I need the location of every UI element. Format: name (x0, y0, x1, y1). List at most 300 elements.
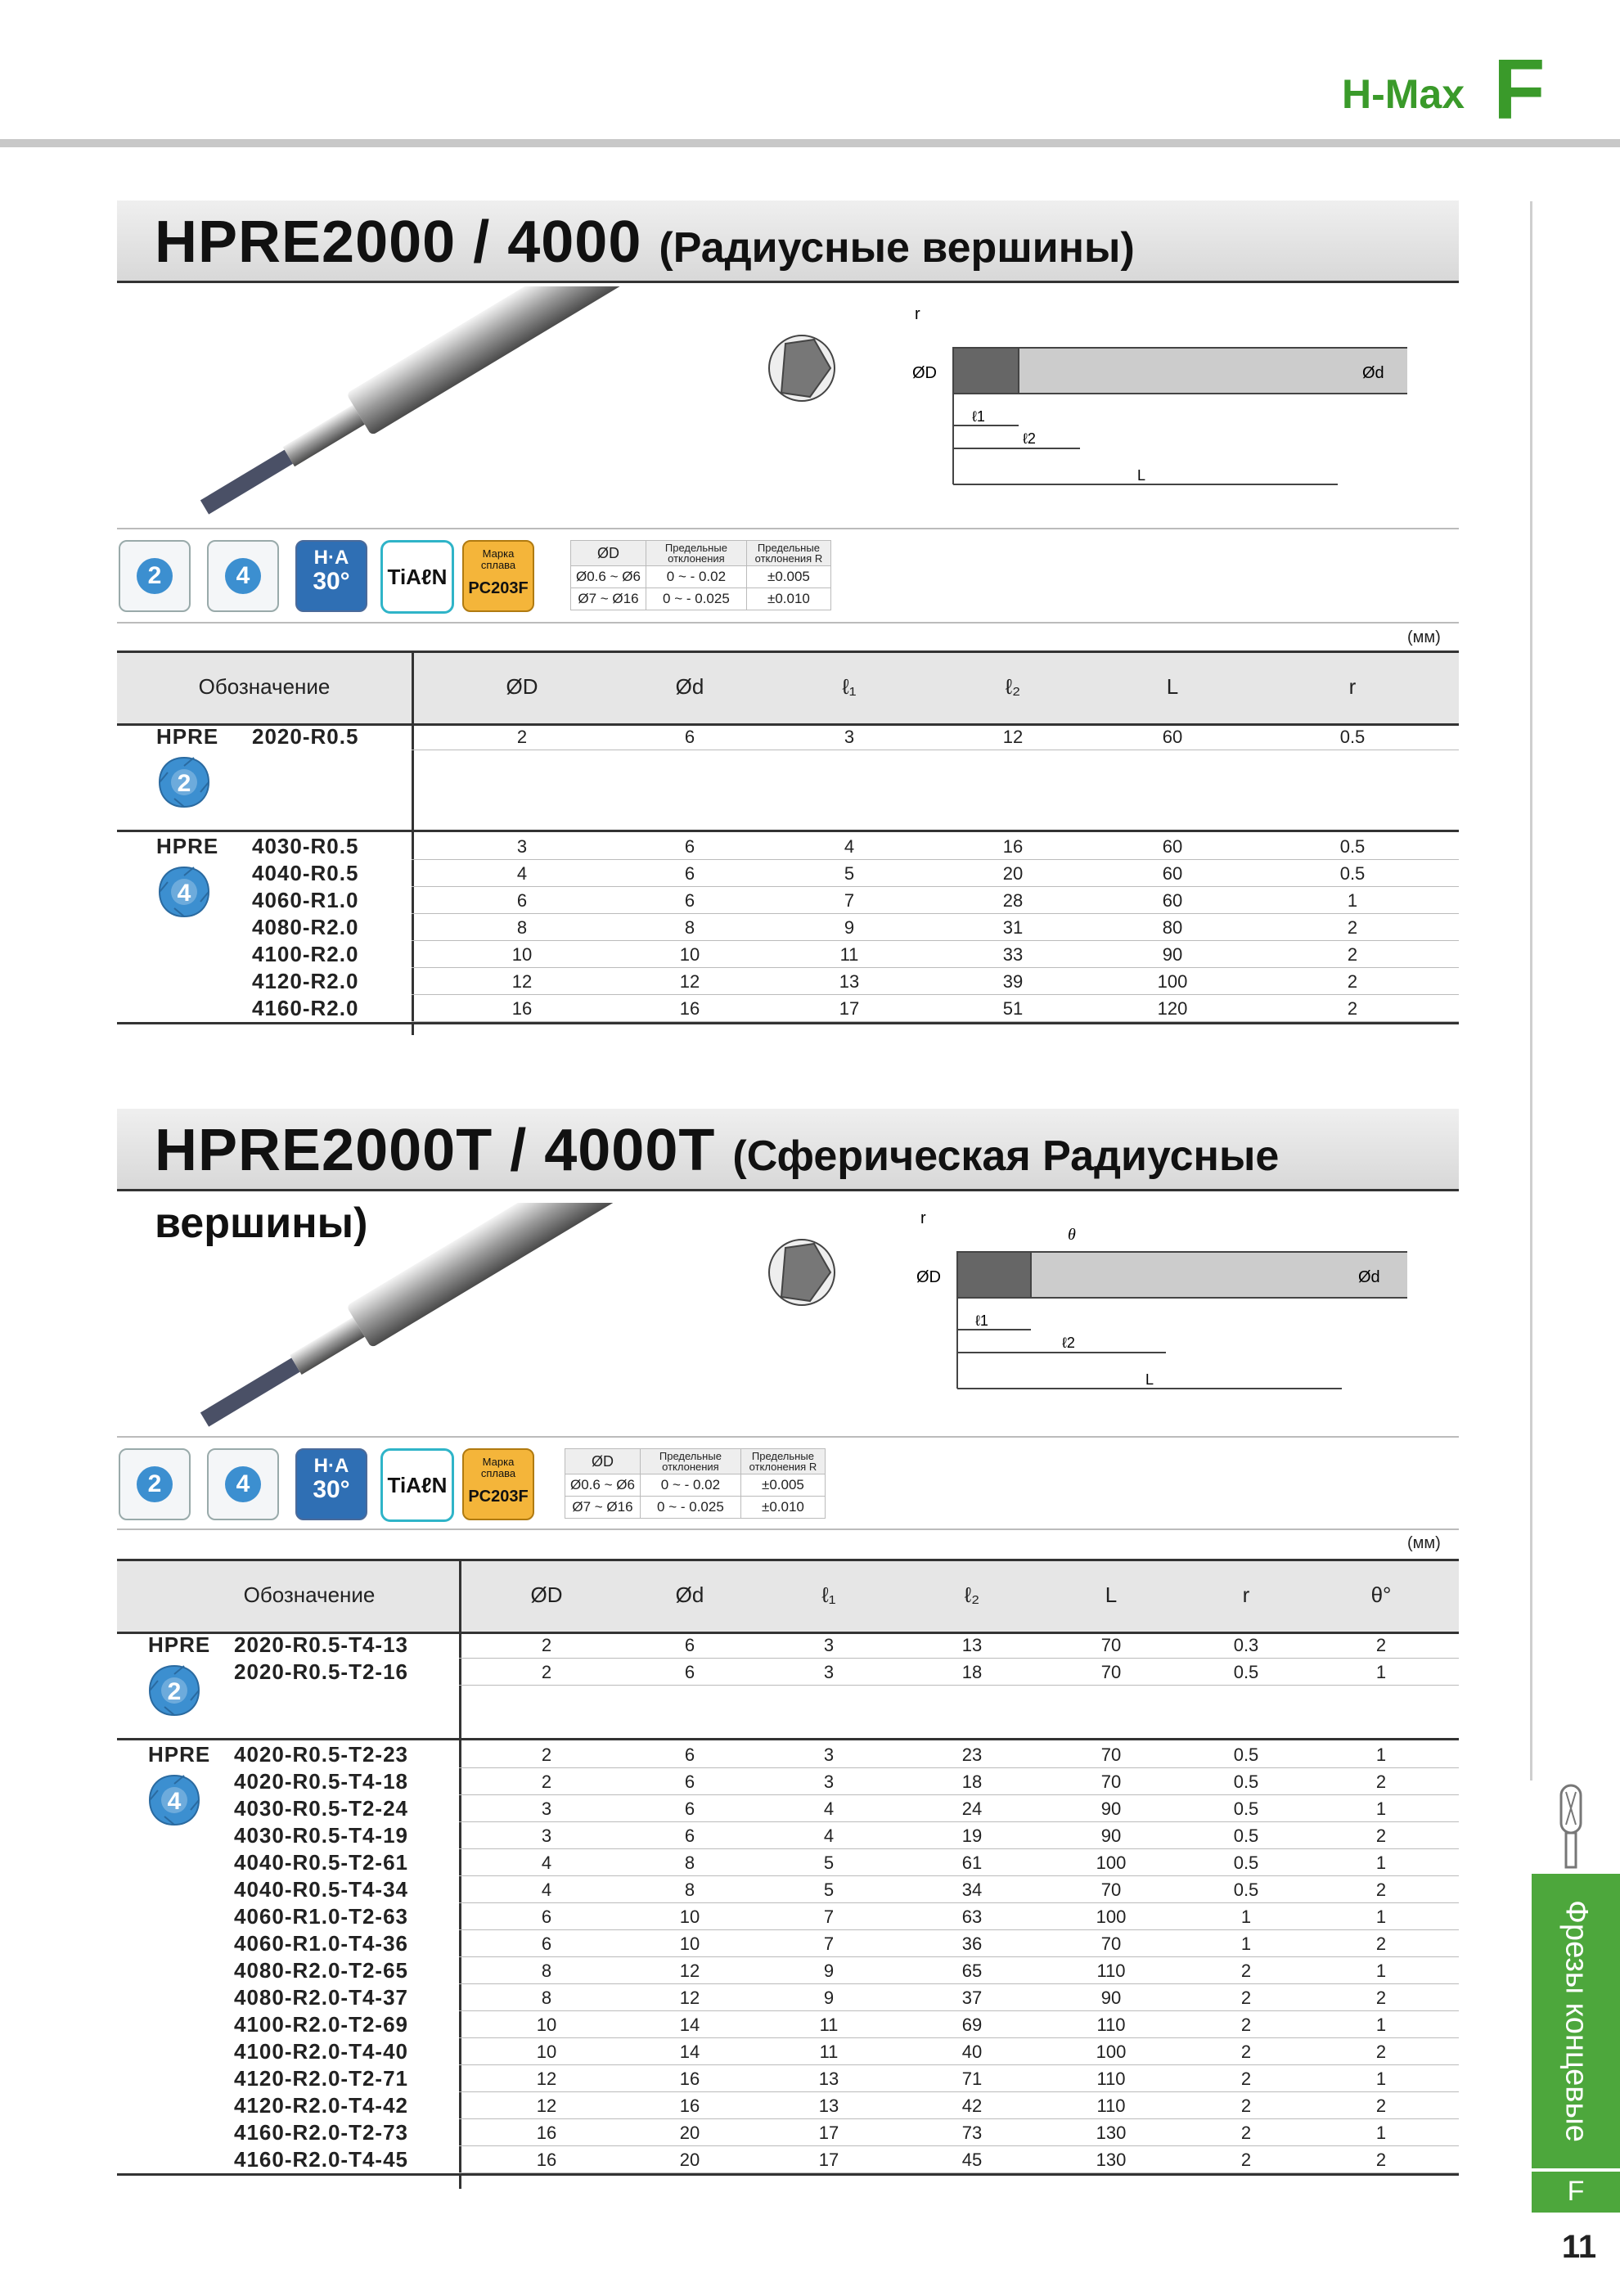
product-code: 4120-R2.0-T2-71 (234, 2066, 408, 2091)
table-cell: 10 (536, 2042, 557, 2062)
table-cell: 0.5 (1233, 1745, 1259, 1765)
table-cell: 6 (684, 1635, 695, 1655)
table-cell: 13 (961, 1635, 983, 1655)
table-row (117, 860, 1459, 887)
column-header: r (1242, 1582, 1250, 1607)
table-cell: 51 (1002, 998, 1024, 1019)
table-cell: 4 (541, 1880, 552, 1900)
section1-drawing-l2: ℓ2 (1023, 430, 1036, 447)
column-header: ØD (530, 1582, 563, 1607)
table-cell: 16 (679, 2096, 700, 2116)
table-cell: 70 (1100, 1934, 1122, 1954)
table-cell: 4 (541, 1853, 552, 1873)
table-cell: 17 (839, 998, 860, 1019)
table-cell: 69 (961, 2015, 983, 2035)
table-cell: 14 (679, 2042, 700, 2062)
section2-header (117, 1109, 1459, 1247)
table-row (117, 1876, 1459, 1903)
column-header: θ° (1370, 1582, 1392, 1607)
table-cell: 16 (536, 2123, 557, 2143)
section2-drawing-r: r (920, 1209, 926, 1227)
product-code: 4030-R0.5-T4-19 (234, 1823, 408, 1848)
table-row (117, 1768, 1459, 1795)
table-cell: 100 (1096, 2042, 1127, 2062)
side-tab-label: Фрезы концевые (1559, 1900, 1594, 2142)
side-rule (1530, 201, 1532, 1781)
table-cell: 12 (511, 971, 533, 992)
svg-text:2: 2 (177, 770, 191, 797)
table-cell: 60 (1162, 890, 1183, 911)
table-cell: 1 (1375, 1662, 1387, 1682)
column-header: Обозначение (243, 1582, 376, 1607)
table-cell: 2 (1375, 1772, 1387, 1792)
table-cell: 0.5 (1233, 1772, 1259, 1792)
flute-count-icon (148, 1664, 200, 1717)
table-cell: 0.5 (1233, 1799, 1259, 1819)
table-cell: 20 (1002, 863, 1024, 884)
table-cell: 3 (516, 836, 528, 857)
table-cell: 2 (1375, 2042, 1387, 2062)
table-cell: 9 (844, 917, 855, 938)
table-cell: 12 (536, 2096, 557, 2116)
table-cell: 17 (818, 2150, 839, 2170)
table-cell: 37 (961, 1988, 983, 2008)
table-row (117, 1632, 1459, 1659)
section2-helix-icon: H·A 30° (295, 1448, 367, 1520)
table-cell: 8 (684, 1880, 695, 1900)
section1-title: HPRE2000 / 4000 (155, 209, 642, 275)
product-code: 2020-R0.5 (252, 724, 359, 749)
section1-flute4-icon: 4 (207, 540, 279, 612)
table-cell: 8 (541, 1961, 552, 1981)
table-cell: 63 (961, 1907, 983, 1927)
product-code: 4100-R2.0-T2-69 (234, 2012, 408, 2037)
section1-dimension-drawing (753, 303, 1407, 499)
table-row (117, 2011, 1459, 2038)
table-cell: 2 (1240, 1961, 1252, 1981)
column-header: ℓ₂ (964, 1582, 980, 1607)
table-cell: 0.5 (1233, 1826, 1259, 1846)
table-cell: 12 (679, 1961, 700, 1981)
section1-flute2-icon: 2 (119, 540, 191, 612)
table-cell: 6 (684, 1826, 695, 1846)
table-cell: 2 (1240, 2069, 1252, 2089)
section2-subtitle: (Сферическая Радиусные вершины) (155, 1132, 1280, 1247)
table-cell: 28 (1002, 890, 1024, 911)
table-cell: 2 (1375, 1934, 1387, 1954)
table-cell: 9 (823, 1961, 835, 1981)
end-mill-thumbnail-icon (1538, 1784, 1612, 1870)
table-cell: 10 (536, 2015, 557, 2035)
column-header: ℓ₁ (842, 674, 857, 699)
table-cell: 8 (516, 917, 528, 938)
table-cell: 2 (541, 1635, 552, 1655)
table-cell: 8 (684, 917, 695, 938)
table-cell: 1 (1240, 1934, 1252, 1954)
table-cell: 34 (961, 1880, 983, 1900)
table-cell: 2 (1375, 1880, 1387, 1900)
product-code: 4060-R1.0-T4-36 (234, 1931, 408, 1956)
product-code: 4020-R0.5-T4-18 (234, 1769, 408, 1794)
group-prefix: HPRE (156, 724, 219, 749)
table-cell: 6 (541, 1934, 552, 1954)
table-cell: 1 (1375, 2015, 1387, 2035)
table-cell: 1 (1375, 2069, 1387, 2089)
table-cell: 2 (516, 727, 528, 747)
table-row (117, 1984, 1459, 2011)
table-cell: 2 (1347, 998, 1358, 1019)
section2-title: HPRE2000T / 4000T (155, 1118, 716, 1183)
table-cell: 0.5 (1233, 1853, 1259, 1873)
table-cell: 3 (823, 1745, 835, 1765)
table-cell: 36 (961, 1934, 983, 1954)
table-cell: 6 (684, 1772, 695, 1792)
table-cell: 65 (961, 1961, 983, 1981)
table-row (117, 1957, 1459, 1984)
product-code: 4040-R0.5 (252, 861, 359, 885)
table-cell: 45 (961, 2150, 983, 2170)
table-row (117, 1795, 1459, 1822)
section2-coating-icon: TiAℓN (380, 1448, 454, 1522)
table-row (117, 1849, 1459, 1876)
table-cell: 23 (961, 1745, 983, 1765)
table-cell: 3 (844, 727, 855, 747)
table-row (117, 723, 1459, 750)
table-cell: 16 (511, 998, 533, 1019)
table-cell: 13 (818, 2069, 839, 2089)
table-cell: 10 (679, 944, 700, 965)
table-cell: 2 (1347, 971, 1358, 992)
table-cell: 14 (679, 2015, 700, 2035)
section2-drawing-l2: ℓ2 (1062, 1335, 1075, 1351)
table-row (117, 968, 1459, 995)
svg-text:2: 2 (167, 1678, 182, 1705)
table-cell: 0.5 (1233, 1662, 1259, 1682)
table-cell: 3 (541, 1826, 552, 1846)
column-header: ℓ₂ (1005, 674, 1021, 699)
table-cell: 2 (1375, 2150, 1387, 2170)
table-row (117, 1822, 1459, 1849)
table-cell: 3 (541, 1799, 552, 1819)
section2-drawing-d: Ød (1358, 1268, 1380, 1286)
flute-count-icon (158, 756, 210, 808)
product-code: 4160-R2.0-T4-45 (234, 2147, 408, 2172)
table-row (117, 941, 1459, 968)
table-cell: 100 (1096, 1853, 1127, 1873)
table-row (117, 2146, 1459, 2173)
table-cell: 6 (684, 1745, 695, 1765)
table-row (117, 1903, 1459, 1930)
section1-subtitle: (Радиусные вершины) (659, 224, 1135, 272)
group-prefix: HPRE (156, 834, 219, 858)
table-cell: 11 (819, 2015, 839, 2035)
section2-unit: (мм) (1407, 1534, 1441, 1552)
table-cell: 1 (1375, 1745, 1387, 1765)
table-cell: 70 (1100, 1772, 1122, 1792)
table-cell: 17 (818, 2123, 839, 2143)
product-code: 4080-R2.0-T2-65 (234, 1958, 408, 1983)
svg-text:4: 4 (167, 1788, 182, 1815)
product-code: 4020-R0.5-T2-23 (234, 1742, 408, 1767)
product-code: 4040-R0.5-T2-61 (234, 1850, 408, 1875)
table-row (117, 2038, 1459, 2065)
table-cell: 24 (961, 1799, 983, 1819)
column-header: r (1348, 674, 1357, 699)
table-cell: 110 (1096, 2069, 1126, 2089)
product-code: 4160-R2.0-T2-73 (234, 2120, 408, 2145)
table-header (117, 651, 1459, 726)
table-cell: 90 (1162, 944, 1183, 965)
brand-name: H-Max (1342, 71, 1465, 117)
table-cell: 2 (1240, 2015, 1252, 2035)
table-cell: 0.5 (1233, 1880, 1259, 1900)
table-cell: 2 (1240, 2123, 1252, 2143)
table-cell: 42 (961, 2096, 983, 2116)
table-cell: 2 (1375, 2096, 1387, 2116)
table-cell: 100 (1096, 1907, 1127, 1927)
table-cell: 3 (823, 1635, 835, 1655)
table-cell: 2 (1240, 2096, 1252, 2116)
section2-flute4-icon: 4 (207, 1448, 279, 1520)
table-cell: 4 (823, 1826, 835, 1846)
table-cell: 73 (961, 2123, 983, 2143)
svg-text:4: 4 (177, 880, 191, 907)
table-row (117, 914, 1459, 941)
table-cell: 6 (684, 890, 695, 911)
table-cell: 1 (1240, 1907, 1252, 1927)
table-cell: 13 (818, 2096, 839, 2116)
section2-drawing-D: ØD (916, 1268, 941, 1286)
column-header: Обозначение (198, 674, 331, 699)
table-cell: 110 (1096, 2015, 1126, 2035)
table-cell: 80 (1162, 917, 1183, 938)
table-cell: 2 (1375, 1635, 1387, 1655)
column-header: Ød (675, 1582, 704, 1607)
product-code: 4160-R2.0 (252, 996, 359, 1020)
table-cell: 7 (844, 890, 855, 911)
table-cell: 90 (1100, 1799, 1122, 1819)
section1-drawing-r: r (915, 305, 920, 323)
table-cell: 1 (1347, 890, 1358, 911)
table-cell: 0.5 (1339, 863, 1366, 884)
column-header: ØD (506, 674, 538, 699)
table-cell: 5 (823, 1880, 835, 1900)
table-cell: 60 (1162, 863, 1183, 884)
table-cell: 16 (679, 2069, 700, 2089)
table-cell: 1 (1375, 1853, 1387, 1873)
side-tab-letter: F (1532, 2168, 1620, 2213)
table-cell: 8 (541, 1988, 552, 2008)
product-code: 4100-R2.0 (252, 942, 359, 966)
section2-spec-table (117, 1559, 1459, 2189)
table-cell: 4 (516, 863, 528, 884)
table-cell: 0.3 (1233, 1635, 1259, 1655)
table-cell: 7 (823, 1934, 835, 1954)
table-cell: 110 (1096, 2096, 1126, 2116)
table-cell: 6 (684, 727, 695, 747)
table-cell: 60 (1162, 836, 1183, 857)
section2-grade-icon: Марка сплава PC203F (462, 1448, 534, 1520)
product-code: 2020-R0.5-T2-16 (234, 1659, 408, 1684)
table-row (117, 1741, 1459, 1768)
table-row (117, 995, 1459, 1022)
column-header: Ød (675, 674, 704, 699)
table-cell: 11 (839, 944, 859, 965)
table-cell: 61 (961, 1853, 983, 1873)
section2-dimension-drawing (753, 1207, 1407, 1403)
product-code: 4060-R1.0-T2-63 (234, 1904, 408, 1929)
table-cell: 130 (1096, 2123, 1127, 2143)
table-cell: 2 (1240, 2042, 1252, 2062)
table-cell: 13 (839, 971, 860, 992)
table-cell: 19 (961, 1826, 983, 1846)
table-cell: 10 (679, 1907, 700, 1927)
product-code: 4080-R2.0 (252, 915, 359, 939)
product-code: 4120-R2.0-T4-42 (234, 2093, 408, 2118)
table-cell: 1 (1375, 1907, 1387, 1927)
table-row (117, 887, 1459, 914)
table-cell: 70 (1100, 1745, 1122, 1765)
product-code: 4060-R1.0 (252, 888, 359, 912)
product-code: 4030-R0.5 (252, 834, 359, 858)
table-cell: 6 (684, 1799, 695, 1819)
table-cell: 2 (1347, 917, 1358, 938)
table-cell: 2 (1347, 944, 1358, 965)
table-cell: 70 (1100, 1662, 1122, 1682)
table-cell: 70 (1100, 1635, 1122, 1655)
table-cell: 2 (541, 1745, 552, 1765)
table-cell: 90 (1100, 1988, 1122, 2008)
section1-spec-table (117, 651, 1459, 1035)
table-cell: 90 (1100, 1826, 1122, 1846)
product-code: 4040-R0.5-T4-34 (234, 1877, 408, 1902)
section1-tolerance-table: ØD Предельные отклонения Предельные отклонения R Ø0.6 ~ Ø6 0 ~ - 0.02 ±0.005 Ø7 ~ Ø16 0 ~ - 0.025 ±0.010 (570, 540, 831, 610)
product-code: 4080-R2.0-T4-37 (234, 1985, 408, 2010)
section-letter: F (1493, 43, 1546, 137)
section1-drawing-L: L (1137, 467, 1146, 484)
table-cell: 16 (1002, 836, 1024, 857)
section2-drawing-theta: θ (1068, 1226, 1076, 1244)
page-number: 11 (1561, 2229, 1597, 2265)
product-code: 4100-R2.0-T4-40 (234, 2039, 408, 2064)
table-cell: 6 (541, 1907, 552, 1927)
table-cell: 1 (1375, 1961, 1387, 1981)
table-cell: 3 (823, 1662, 835, 1682)
section1-helix-icon: H·A 30° (295, 540, 367, 612)
table-cell: 0.5 (1339, 727, 1366, 747)
table-row (117, 833, 1459, 860)
section2-flute2-icon: 2 (119, 1448, 191, 1520)
table-cell: 7 (823, 1907, 835, 1927)
table-cell: 10 (679, 1934, 700, 1954)
column-header: L (1166, 674, 1179, 699)
table-cell: 2 (541, 1772, 552, 1792)
table-cell: 1 (1375, 1799, 1387, 1819)
table-cell: 5 (823, 1853, 835, 1873)
table-cell: 16 (536, 2150, 557, 2170)
section1-coating-icon: TiAℓN (380, 540, 454, 614)
table-cell: 6 (684, 863, 695, 884)
table-cell: 12 (679, 1988, 700, 2008)
section1-header (117, 200, 1459, 283)
table-cell: 18 (961, 1662, 983, 1682)
section1-unit: (мм) (1407, 628, 1441, 646)
table-cell: 2 (541, 1662, 552, 1682)
section1-tool-image (188, 286, 630, 524)
table-cell: 12 (536, 2069, 557, 2089)
table-header (117, 1559, 1459, 1634)
table-cell: 11 (819, 2042, 839, 2062)
table-cell: 71 (961, 2069, 983, 2089)
section2-drawing-l1: ℓ1 (975, 1312, 988, 1329)
table-cell: 12 (1002, 727, 1024, 747)
section2-tool-image (188, 1203, 630, 1432)
table-row (117, 2092, 1459, 2119)
table-cell: 2 (1375, 1988, 1387, 2008)
table-cell: 4 (844, 836, 855, 857)
group-prefix: HPRE (148, 1742, 211, 1767)
table-cell: 2 (1240, 1988, 1252, 2008)
flute-count-icon (158, 866, 210, 918)
section2-drawing-L: L (1145, 1371, 1154, 1388)
table-cell: 6 (684, 836, 695, 857)
table-cell: 31 (1002, 917, 1024, 938)
table-cell: 0.5 (1339, 836, 1366, 857)
group-prefix: HPRE (148, 1632, 211, 1657)
table-cell: 110 (1096, 1961, 1126, 1981)
table-cell: 40 (961, 2042, 983, 2062)
section1-grade-icon: Марка сплава PC203F (462, 540, 534, 612)
product-code: 4120-R2.0 (252, 969, 359, 993)
table-cell: 20 (679, 2150, 700, 2170)
section1-drawing-D: ØD (912, 364, 937, 382)
table-cell: 39 (1002, 971, 1024, 992)
table-cell: 3 (823, 1772, 835, 1792)
flute-count-icon (148, 1774, 200, 1826)
table-cell: 9 (823, 1988, 835, 2008)
table-cell: 2 (1240, 2150, 1252, 2170)
table-cell: 10 (511, 944, 533, 965)
header-rule (0, 139, 1620, 147)
column-header: ℓ₁ (821, 1582, 836, 1607)
table-row (117, 1930, 1459, 1957)
product-code: 4030-R0.5-T2-24 (234, 1796, 408, 1821)
table-cell: 60 (1162, 727, 1183, 747)
table-cell: 6 (684, 1662, 695, 1682)
table-cell: 20 (679, 2123, 700, 2143)
table-cell: 120 (1157, 998, 1188, 1019)
table-cell: 33 (1002, 944, 1024, 965)
table-cell: 100 (1157, 971, 1188, 992)
table-cell: 2 (1375, 1826, 1387, 1846)
table-cell: 70 (1100, 1880, 1122, 1900)
column-header: L (1105, 1582, 1118, 1607)
section2-tolerance-table: ØD Предельные отклонения Предельные отклонения R Ø0.6 ~ Ø6 0 ~ - 0.02 ±0.005 Ø7 ~ Ø16 0 ~ - 0.025 ±0.010 (565, 1448, 826, 1519)
table-cell: 18 (961, 1772, 983, 1792)
table-cell: 1 (1375, 2123, 1387, 2143)
table-cell: 6 (516, 890, 528, 911)
table-cell: 5 (844, 863, 855, 884)
table-cell: 16 (679, 998, 700, 1019)
table-cell: 4 (823, 1799, 835, 1819)
table-row (117, 2065, 1459, 2092)
table-row (117, 2119, 1459, 2146)
table-cell: 8 (684, 1853, 695, 1873)
table-row (117, 1659, 1459, 1686)
section1-drawing-l1: ℓ1 (972, 408, 985, 425)
table-cell: 130 (1096, 2150, 1127, 2170)
table-cell: 12 (679, 971, 700, 992)
